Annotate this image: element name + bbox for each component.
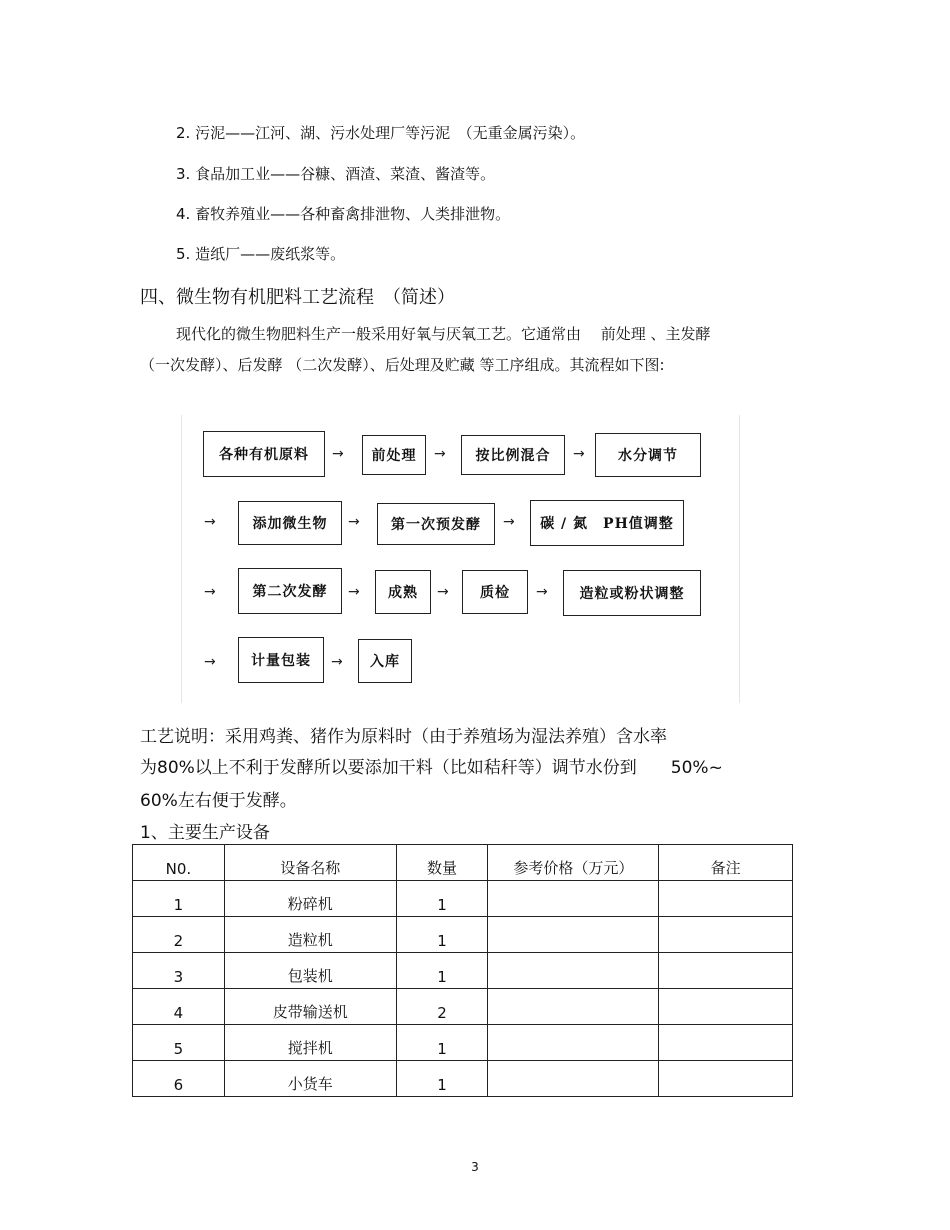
table-cell: [659, 953, 793, 989]
flow-arrow: →: [348, 514, 360, 530]
page-number: 3: [471, 1160, 479, 1174]
flow-arrow: →: [348, 584, 360, 600]
table-cell: [488, 917, 659, 953]
table-cell: 1: [133, 881, 225, 917]
list-item: 3. 食品加工业——谷糠、酒渣、菜渣、酱渣等。: [176, 165, 496, 183]
table-cell: [659, 1061, 793, 1097]
process-note-line: 60%左右便于发酵。: [140, 791, 297, 811]
list-item: 2. 污泥——江河、湖、污水处理厂等污泥 （无重金属污染）。: [176, 124, 586, 142]
table-cell: 2: [133, 917, 225, 953]
flow-step: 造粒或粉状调整: [563, 570, 701, 616]
table-cell: [488, 989, 659, 1025]
table-cell: 1: [396, 881, 488, 917]
table-cell: [488, 1025, 659, 1061]
table-header-row: [133, 845, 793, 881]
intro-paragraph-line: 现代化的微生物肥料生产一般采用好氧与厌氧工艺。它通常由 前处理 、主发酵: [176, 325, 711, 343]
table-cell: 小货车: [224, 1061, 396, 1097]
column-header: 设备名称: [224, 845, 396, 881]
flow-arrow: →: [204, 584, 216, 600]
table-cell: 皮带输送机: [224, 989, 396, 1025]
column-header: 数量: [396, 845, 488, 881]
process-flow-chart: [181, 415, 740, 703]
table-cell: [488, 953, 659, 989]
table-row: [133, 989, 793, 1025]
equipment-table: [132, 844, 793, 1097]
table-row: [133, 953, 793, 989]
flow-step: 第一次预发酵: [377, 503, 495, 545]
flow-arrow: →: [332, 446, 344, 462]
table-cell: [488, 1061, 659, 1097]
flow-step: 碳 / 氮 PH值调整: [530, 500, 684, 546]
flow-arrow: →: [434, 446, 446, 462]
flow-step: 前处理: [362, 435, 426, 475]
flow-arrow: →: [331, 654, 343, 670]
flow-step: 各种有机原料: [203, 431, 325, 477]
table-cell: 5: [133, 1025, 225, 1061]
table-cell: 1: [396, 1025, 488, 1061]
process-note-line: 工艺说明：采用鸡粪、猪作为原料时（由于养殖场为湿法养殖）含水率: [140, 727, 667, 747]
table-cell: 搅拌机: [224, 1025, 396, 1061]
list-item: 4. 畜牧养殖业——各种畜禽排泄物、人类排泄物。: [176, 205, 511, 223]
table-row: [133, 881, 793, 917]
flow-step: 质检: [462, 570, 528, 614]
table-cell: 4: [133, 989, 225, 1025]
flow-step: 第二次发酵: [238, 568, 342, 614]
table-cell: 粉碎机: [224, 881, 396, 917]
equipment-section-title: 1、主要生产设备: [140, 823, 270, 843]
column-header: 参考价格（万元）: [488, 845, 659, 881]
flow-arrow: →: [437, 584, 449, 600]
table-cell: [659, 881, 793, 917]
flow-arrow: →: [536, 584, 548, 600]
flow-arrow: →: [573, 446, 585, 462]
table-row: [133, 917, 793, 953]
table-cell: 1: [396, 953, 488, 989]
flow-arrow: →: [204, 514, 216, 530]
flow-step: 按比例混合: [461, 435, 565, 475]
table-cell: 6: [133, 1061, 225, 1097]
flow-step: 入库: [358, 639, 412, 683]
table-cell: 3: [133, 953, 225, 989]
intro-paragraph-line: （一次发酵）、后发酵 （二次发酵）、后处理及贮藏 等工序组成。其流程如下图:: [140, 356, 665, 374]
table-cell: [659, 1025, 793, 1061]
table-cell: 2: [396, 989, 488, 1025]
flow-step: 水分调节: [595, 433, 701, 477]
table-cell: 造粒机: [224, 917, 396, 953]
flow-arrow: →: [204, 654, 216, 670]
table-cell: 1: [396, 1061, 488, 1097]
list-item: 5. 造纸厂——废纸浆等。: [176, 245, 346, 263]
flow-arrow: →: [503, 514, 515, 530]
flow-step: 计量包装: [238, 637, 324, 683]
table-row: [133, 1025, 793, 1061]
flow-step: 成熟: [375, 570, 431, 614]
table-cell: 包装机: [224, 953, 396, 989]
table-cell: [659, 989, 793, 1025]
table-cell: [659, 917, 793, 953]
table-cell: [488, 881, 659, 917]
table-cell: 1: [396, 917, 488, 953]
process-note-line: 为80%以上不利于发酵所以要添加干料（比如秸秆等）调节水份到 50%~: [140, 758, 723, 778]
column-header: N0.: [133, 845, 225, 881]
section-title: 四、微生物有机肥料工艺流程 （简述）: [140, 287, 455, 308]
flow-step: 添加微生物: [238, 501, 342, 545]
table-row: [133, 1061, 793, 1097]
column-header: 备注: [659, 845, 793, 881]
